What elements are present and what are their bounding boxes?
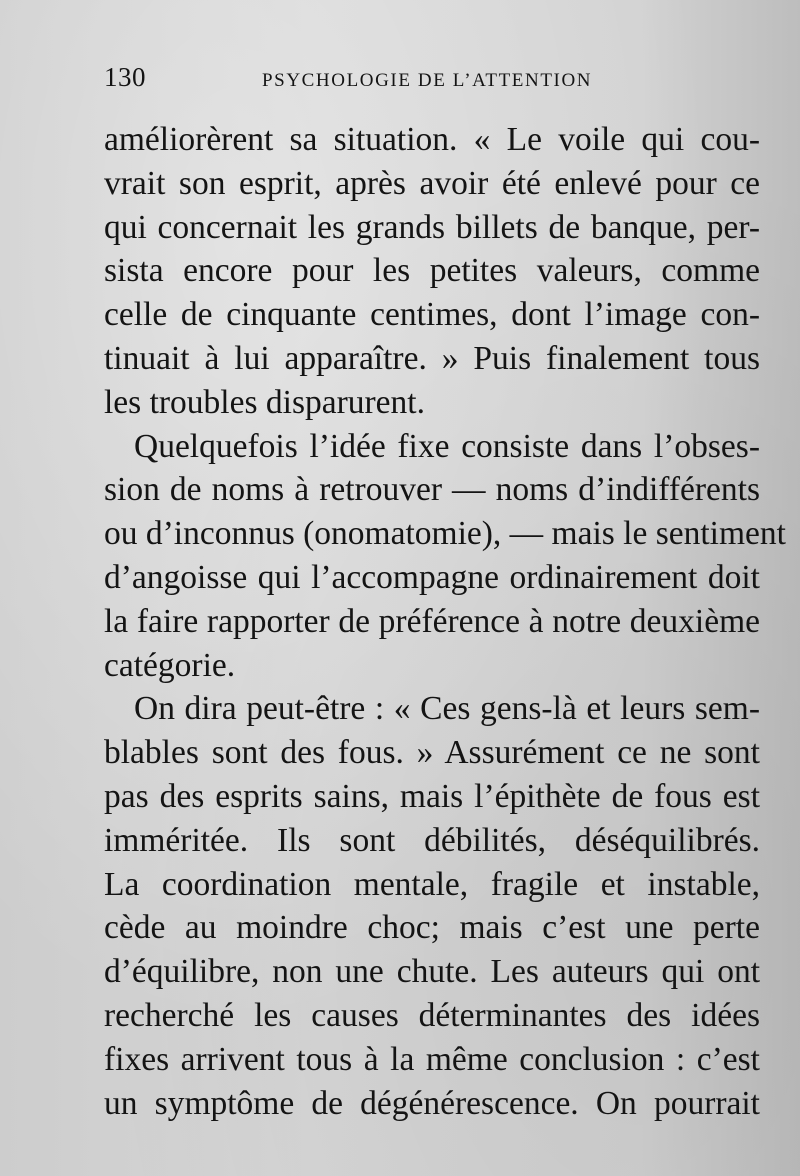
paragraph-start-line: Quelquefois l’idée fixe consiste dans l’obses- — [134, 427, 760, 465]
text-line: vrait son esprit, après avoir été enlevé pour ce — [104, 164, 760, 202]
paragraph-end-line: catégorie. — [104, 646, 236, 684]
body-text — [104, 118, 786, 1125]
text-line: tinuait à lui apparaître. » Puis finalement tous — [104, 339, 760, 377]
text-line: pas des esprits sains, mais l’épithète de fous est — [104, 777, 760, 815]
text-line: améliorèrent sa situation. « Le voile qui cou- — [104, 121, 760, 158]
page-header — [104, 62, 764, 96]
paragraph-start-line: On dira peut-être : « Ces gens-là et leurs sem- — [134, 690, 760, 728]
text-line: la faire rapporter de préférence à notre deuxième — [104, 602, 760, 640]
text-line: recherché les causes déterminantes des idées — [104, 996, 760, 1034]
text-line: La coordination mentale, fragile et instable, — [104, 865, 760, 903]
text-line: un symptôme de dégénérescence. On pourrait — [104, 1084, 760, 1122]
text-line: blables sont des fous. » Assurément ce ne sont — [104, 734, 760, 772]
text-line: celle de cinquante centimes, dont l’image con- — [104, 296, 760, 334]
text-line: d’angoisse qui l’accompagne ordinairement doit — [104, 558, 760, 596]
text-line: cède au moindre choc; mais c’est une perte — [104, 909, 760, 947]
paragraph-end-line: les troubles disparurent. — [104, 383, 425, 421]
text-line: sista encore pour les petites valeurs, comme — [104, 252, 760, 290]
text-line: qui concernait les grands billets de banque, per- — [104, 208, 760, 246]
running-title: PSYCHOLOGIE DE L’ATTENTION — [262, 70, 593, 91]
text-line: imméritée. Ils sont débilités, déséquilibrés. — [104, 821, 760, 859]
text-line: fixes arrivent tous à la même conclusion : c’est — [104, 1040, 760, 1078]
text-line: sion de noms à retrouver — noms d’indifférents — [104, 471, 760, 509]
text-line: ou d’inconnus (onomatomie), — mais le sentiment — [104, 515, 786, 553]
page-number: 130 — [104, 62, 146, 92]
text-line: d’équilibre, non une chute. Les auteurs qui ont — [104, 953, 760, 991]
